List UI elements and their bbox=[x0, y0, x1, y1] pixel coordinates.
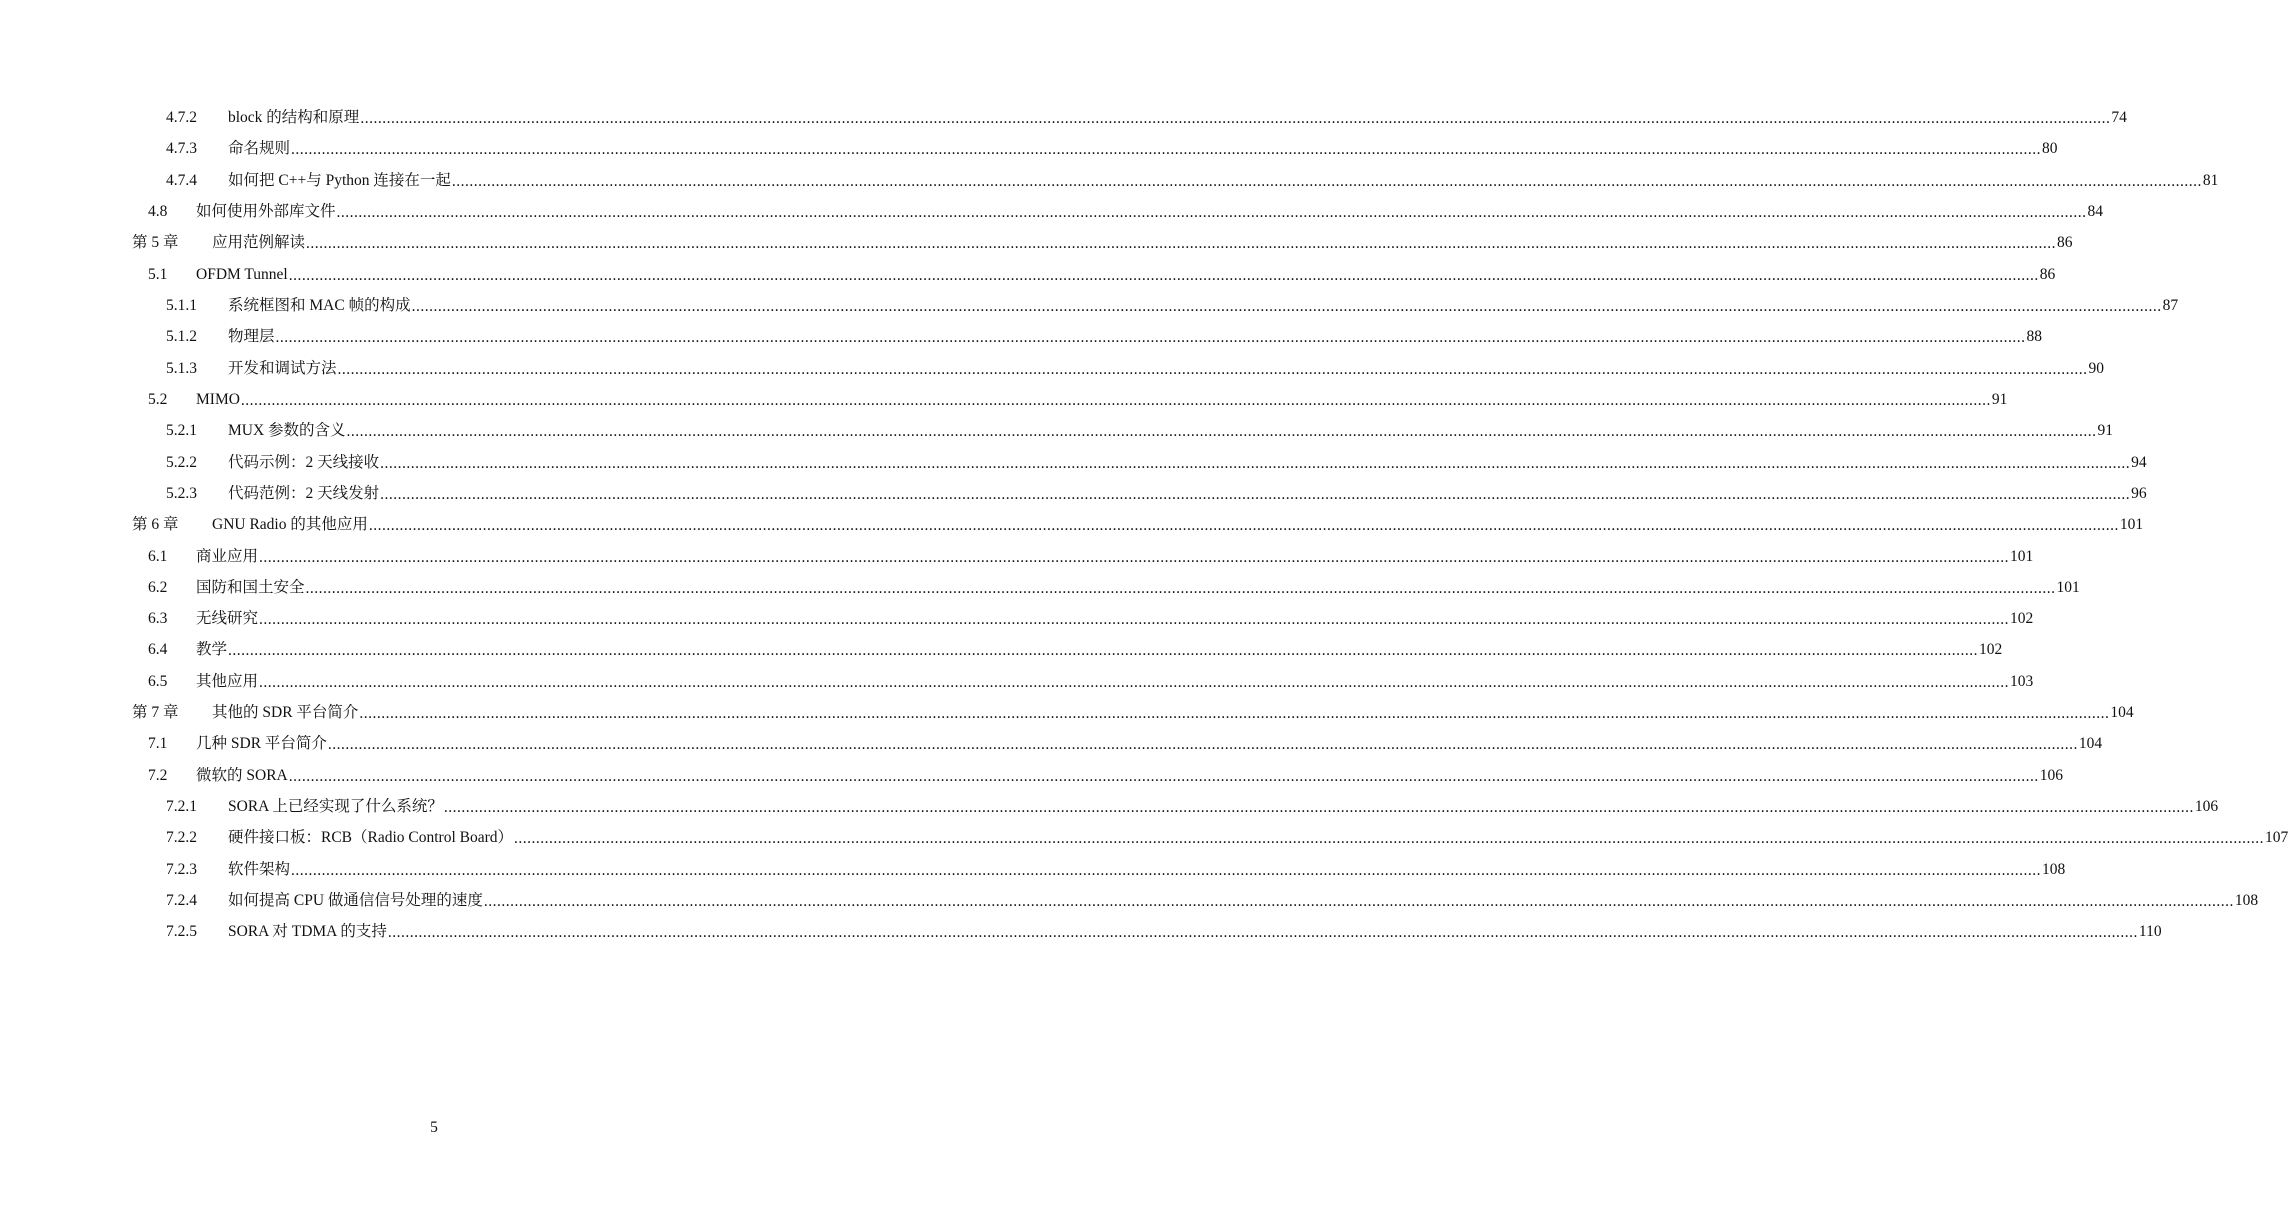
toc-entry[interactable] bbox=[0, 760, 2063, 791]
toc-dot-leader: ................................................................................................................................................................................................................................................................................................................................................................................................................ bbox=[291, 141, 2042, 159]
toc-entry[interactable] bbox=[0, 447, 2147, 478]
toc-entry-page: 91 bbox=[1991, 390, 2008, 408]
toc-dot-leader: ................................................................................................................................................................................................................................................................................................................................................................................................................ bbox=[380, 454, 2131, 472]
toc-dot-leader: ................................................................................................................................................................................................................................................................................................................................................................................................................ bbox=[360, 109, 2111, 127]
toc-entry-title: 教学 bbox=[196, 641, 228, 659]
toc-entry-number: 5.1.2 bbox=[166, 328, 197, 346]
toc-entry-title: GNU Radio 的其他应用 bbox=[212, 516, 368, 534]
toc-entry[interactable] bbox=[0, 165, 2219, 196]
toc-entry-title: 代码范例：2 天线发射 bbox=[228, 484, 380, 502]
toc-entry-number: 6.5 bbox=[148, 672, 168, 690]
toc-entry-title: 无线研究 bbox=[196, 610, 259, 628]
toc-entry[interactable] bbox=[0, 321, 2043, 352]
table-of-contents bbox=[0, 102, 2288, 948]
toc-entry-page: 104 bbox=[2078, 735, 2103, 753]
toc-dot-leader: ................................................................................................................................................................................................................................................................................................................................................................................................................ bbox=[306, 235, 2057, 253]
toc-dot-leader: ................................................................................................................................................................................................................................................................................................................................................................................................................ bbox=[346, 423, 2097, 441]
toc-entry[interactable] bbox=[0, 635, 2003, 666]
toc-entry-title: 其他应用 bbox=[196, 672, 259, 690]
toc-entry[interactable] bbox=[0, 259, 2056, 290]
toc-entry-title: 代码示例：2 天线接收 bbox=[228, 453, 380, 471]
toc-entry-number: 第 6 章 bbox=[132, 516, 179, 534]
toc-entry-page: 104 bbox=[2110, 704, 2134, 722]
toc-entry-title: 其他的 SDR 平台简介 bbox=[212, 704, 359, 722]
toc-dot-leader: ................................................................................................................................................................................................................................................................................................................................................................................................................ bbox=[305, 579, 2056, 597]
page-number: 5 bbox=[430, 1119, 438, 1136]
toc-dot-leader: ................................................................................................................................................................................................................................................................................................................................................................................................................ bbox=[288, 266, 2039, 284]
toc-entry-title: 物理层 bbox=[228, 328, 275, 346]
toc-entry[interactable] bbox=[0, 196, 2104, 227]
toc-entry-number: 7.2.5 bbox=[166, 923, 197, 941]
toc-entry-title: block 的结构和原理 bbox=[228, 108, 360, 126]
toc-entry-title: 硬件接口板：RCB（Radio Control Board） bbox=[228, 829, 514, 847]
toc-entry-page: 88 bbox=[2026, 328, 2043, 346]
toc-dot-leader: ................................................................................................................................................................................................................................................................................................................................................................................................................ bbox=[451, 172, 2202, 190]
toc-entry-number: 5.2 bbox=[148, 390, 168, 408]
toc-entry-page: 94 bbox=[2131, 453, 2147, 471]
toc-entry[interactable] bbox=[0, 353, 2105, 384]
toc-entry-number: 4.8 bbox=[148, 202, 168, 220]
toc-entry-number: 6.3 bbox=[148, 610, 168, 628]
toc-entry-page: 86 bbox=[2057, 234, 2073, 252]
toc-dot-leader: ................................................................................................................................................................................................................................................................................................................................................................................................................ bbox=[327, 736, 2078, 754]
toc-dot-leader: ................................................................................................................................................................................................................................................................................................................................................................................................................ bbox=[259, 548, 2010, 566]
toc-entry-number: 5.2.3 bbox=[166, 484, 197, 502]
toc-entry-title: 几种 SDR 平台简介 bbox=[196, 735, 327, 753]
toc-entry-page: 101 bbox=[2010, 547, 2034, 565]
toc-entry[interactable] bbox=[0, 227, 2073, 258]
toc-entry-number: 7.2.1 bbox=[166, 798, 197, 816]
toc-entry-title: 系统框图和 MAC 帧的构成 bbox=[228, 296, 411, 314]
toc-entry-title: MUX 参数的含义 bbox=[228, 422, 346, 440]
toc-entry-title: 软件架构 bbox=[228, 860, 291, 878]
toc-entry-title: 如何使用外部库文件 bbox=[196, 202, 336, 220]
toc-dot-leader: ................................................................................................................................................................................................................................................................................................................................................................................................................ bbox=[336, 203, 2087, 221]
toc-entry[interactable] bbox=[0, 823, 2288, 854]
toc-entry-number: 4.7.4 bbox=[166, 171, 197, 189]
toc-entry-page: 86 bbox=[2039, 265, 2056, 283]
toc-entry-page: 101 bbox=[2056, 578, 2080, 596]
toc-entry[interactable] bbox=[0, 572, 2080, 603]
toc-dot-leader: ................................................................................................................................................................................................................................................................................................................................................................................................................ bbox=[483, 893, 2234, 911]
toc-entry-title: 应用范例解读 bbox=[212, 234, 306, 252]
toc-entry-number: 4.7.2 bbox=[166, 108, 197, 126]
toc-entry[interactable] bbox=[0, 729, 2103, 760]
toc-entry[interactable] bbox=[0, 854, 2066, 885]
toc-entry-number: 第 5 章 bbox=[132, 234, 179, 252]
toc-entry[interactable] bbox=[0, 384, 2008, 415]
toc-entry-number: 7.2.2 bbox=[166, 829, 197, 847]
toc-entry[interactable] bbox=[0, 917, 2162, 948]
toc-entry-page: 80 bbox=[2042, 140, 2058, 158]
toc-entry-title: OFDM Tunnel bbox=[196, 265, 288, 283]
toc-entry-title: MIMO bbox=[196, 390, 240, 408]
toc-entry-page: 102 bbox=[1979, 641, 2003, 659]
toc-entry-page: 108 bbox=[2042, 860, 2066, 878]
toc-entry[interactable] bbox=[0, 290, 2179, 321]
toc-dot-leader: ................................................................................................................................................................................................................................................................................................................................................................................................................ bbox=[443, 799, 2194, 817]
toc-dot-leader: ................................................................................................................................................................................................................................................................................................................................................................................................................ bbox=[380, 485, 2131, 503]
toc-entry-number: 6.4 bbox=[148, 641, 168, 659]
toc-entry-number: 7.2.3 bbox=[166, 860, 197, 878]
toc-entry-title: 微软的 SORA bbox=[196, 766, 288, 784]
toc-entry-page: 106 bbox=[2194, 798, 2219, 816]
toc-entry-number: 5.1.3 bbox=[166, 359, 197, 377]
toc-entry-title: 国防和国土安全 bbox=[196, 578, 305, 596]
toc-dot-leader: ................................................................................................................................................................................................................................................................................................................................................................................................................ bbox=[240, 391, 1991, 409]
toc-entry[interactable] bbox=[0, 102, 2127, 133]
toc-entry-number: 5.2.2 bbox=[166, 453, 197, 471]
toc-entry-page: 90 bbox=[2088, 359, 2105, 377]
toc-entry[interactable] bbox=[0, 791, 2219, 822]
toc-dot-leader: ................................................................................................................................................................................................................................................................................................................................................................................................................ bbox=[337, 360, 2088, 378]
toc-entry-page: 84 bbox=[2087, 202, 2104, 220]
toc-dot-leader: ................................................................................................................................................................................................................................................................................................................................................................................................................ bbox=[259, 611, 2010, 629]
toc-entry-page: 81 bbox=[2202, 171, 2219, 189]
toc-dot-leader: ................................................................................................................................................................................................................................................................................................................................................................................................................ bbox=[228, 642, 1979, 660]
toc-entry[interactable] bbox=[0, 666, 2034, 697]
toc-entry-page: 91 bbox=[2097, 422, 2114, 440]
toc-entry-page: 102 bbox=[2010, 610, 2034, 628]
toc-entry[interactable] bbox=[0, 697, 2134, 728]
toc-entry-page: 74 bbox=[2111, 108, 2127, 126]
toc-entry-page: 103 bbox=[2010, 672, 2034, 690]
toc-entry-page: 106 bbox=[2039, 766, 2063, 784]
toc-entry-number: 4.7.3 bbox=[166, 140, 197, 158]
toc-dot-leader: ................................................................................................................................................................................................................................................................................................................................................................................................................ bbox=[359, 705, 2110, 723]
toc-entry-page: 110 bbox=[2138, 923, 2162, 941]
toc-entry-title: 命名规则 bbox=[228, 140, 291, 158]
toc-entry-number: 5.1 bbox=[148, 265, 168, 283]
toc-entry-title: 如何提高 CPU 做通信信号处理的速度 bbox=[228, 892, 483, 910]
toc-entry[interactable] bbox=[0, 885, 2259, 916]
toc-entry-number: 5.1.1 bbox=[166, 296, 197, 314]
toc-entry[interactable] bbox=[0, 541, 2034, 572]
toc-entry-page: 107 bbox=[2265, 829, 2288, 847]
toc-entry-number: 7.1 bbox=[148, 735, 168, 753]
toc-entry-title: SORA 上已经实现了什么系统？ bbox=[228, 798, 443, 816]
toc-entry-number: 5.2.1 bbox=[166, 422, 197, 440]
toc-entry-number: 6.1 bbox=[148, 547, 168, 565]
toc-dot-leader: ................................................................................................................................................................................................................................................................................................................................................................................................................ bbox=[275, 329, 2026, 347]
toc-entry[interactable] bbox=[0, 509, 2144, 540]
toc-entry-title: 如何把 C++与 Python 连接在一起 bbox=[228, 171, 451, 189]
toc-entry-page: 101 bbox=[2119, 516, 2144, 534]
toc-entry-number: 7.2.4 bbox=[166, 892, 197, 910]
toc-dot-leader: ................................................................................................................................................................................................................................................................................................................................................................................................................ bbox=[288, 767, 2039, 785]
toc-dot-leader: ................................................................................................................................................................................................................................................................................................................................................................................................................ bbox=[387, 924, 2138, 942]
toc-dot-leader: ................................................................................................................................................................................................................................................................................................................................................................................................................ bbox=[259, 673, 2010, 691]
toc-entry-page: 87 bbox=[2162, 296, 2179, 314]
toc-dot-leader: ................................................................................................................................................................................................................................................................................................................................................................................................................ bbox=[514, 830, 2265, 848]
toc-entry-page: 96 bbox=[2131, 484, 2147, 502]
toc-entry[interactable] bbox=[0, 603, 2034, 634]
toc-dot-leader: ................................................................................................................................................................................................................................................................................................................................................................................................................ bbox=[368, 517, 2119, 535]
toc-dot-leader: ................................................................................................................................................................................................................................................................................................................................................................................................................ bbox=[411, 297, 2162, 315]
toc-entry-number: 第 7 章 bbox=[132, 704, 179, 722]
toc-entry-number: 6.2 bbox=[148, 578, 168, 596]
toc-entry-title: 商业应用 bbox=[196, 547, 259, 565]
toc-entry-page: 108 bbox=[2234, 892, 2259, 910]
toc-entry[interactable] bbox=[0, 133, 2058, 164]
toc-entry-title: SORA 对 TDMA 的支持 bbox=[228, 923, 387, 941]
toc-entry[interactable] bbox=[0, 415, 2114, 446]
toc-entry-number: 7.2 bbox=[148, 766, 168, 784]
toc-entry[interactable] bbox=[0, 478, 2147, 509]
toc-entry-title: 开发和调试方法 bbox=[228, 359, 337, 377]
toc-dot-leader: ................................................................................................................................................................................................................................................................................................................................................................................................................ bbox=[291, 861, 2042, 879]
